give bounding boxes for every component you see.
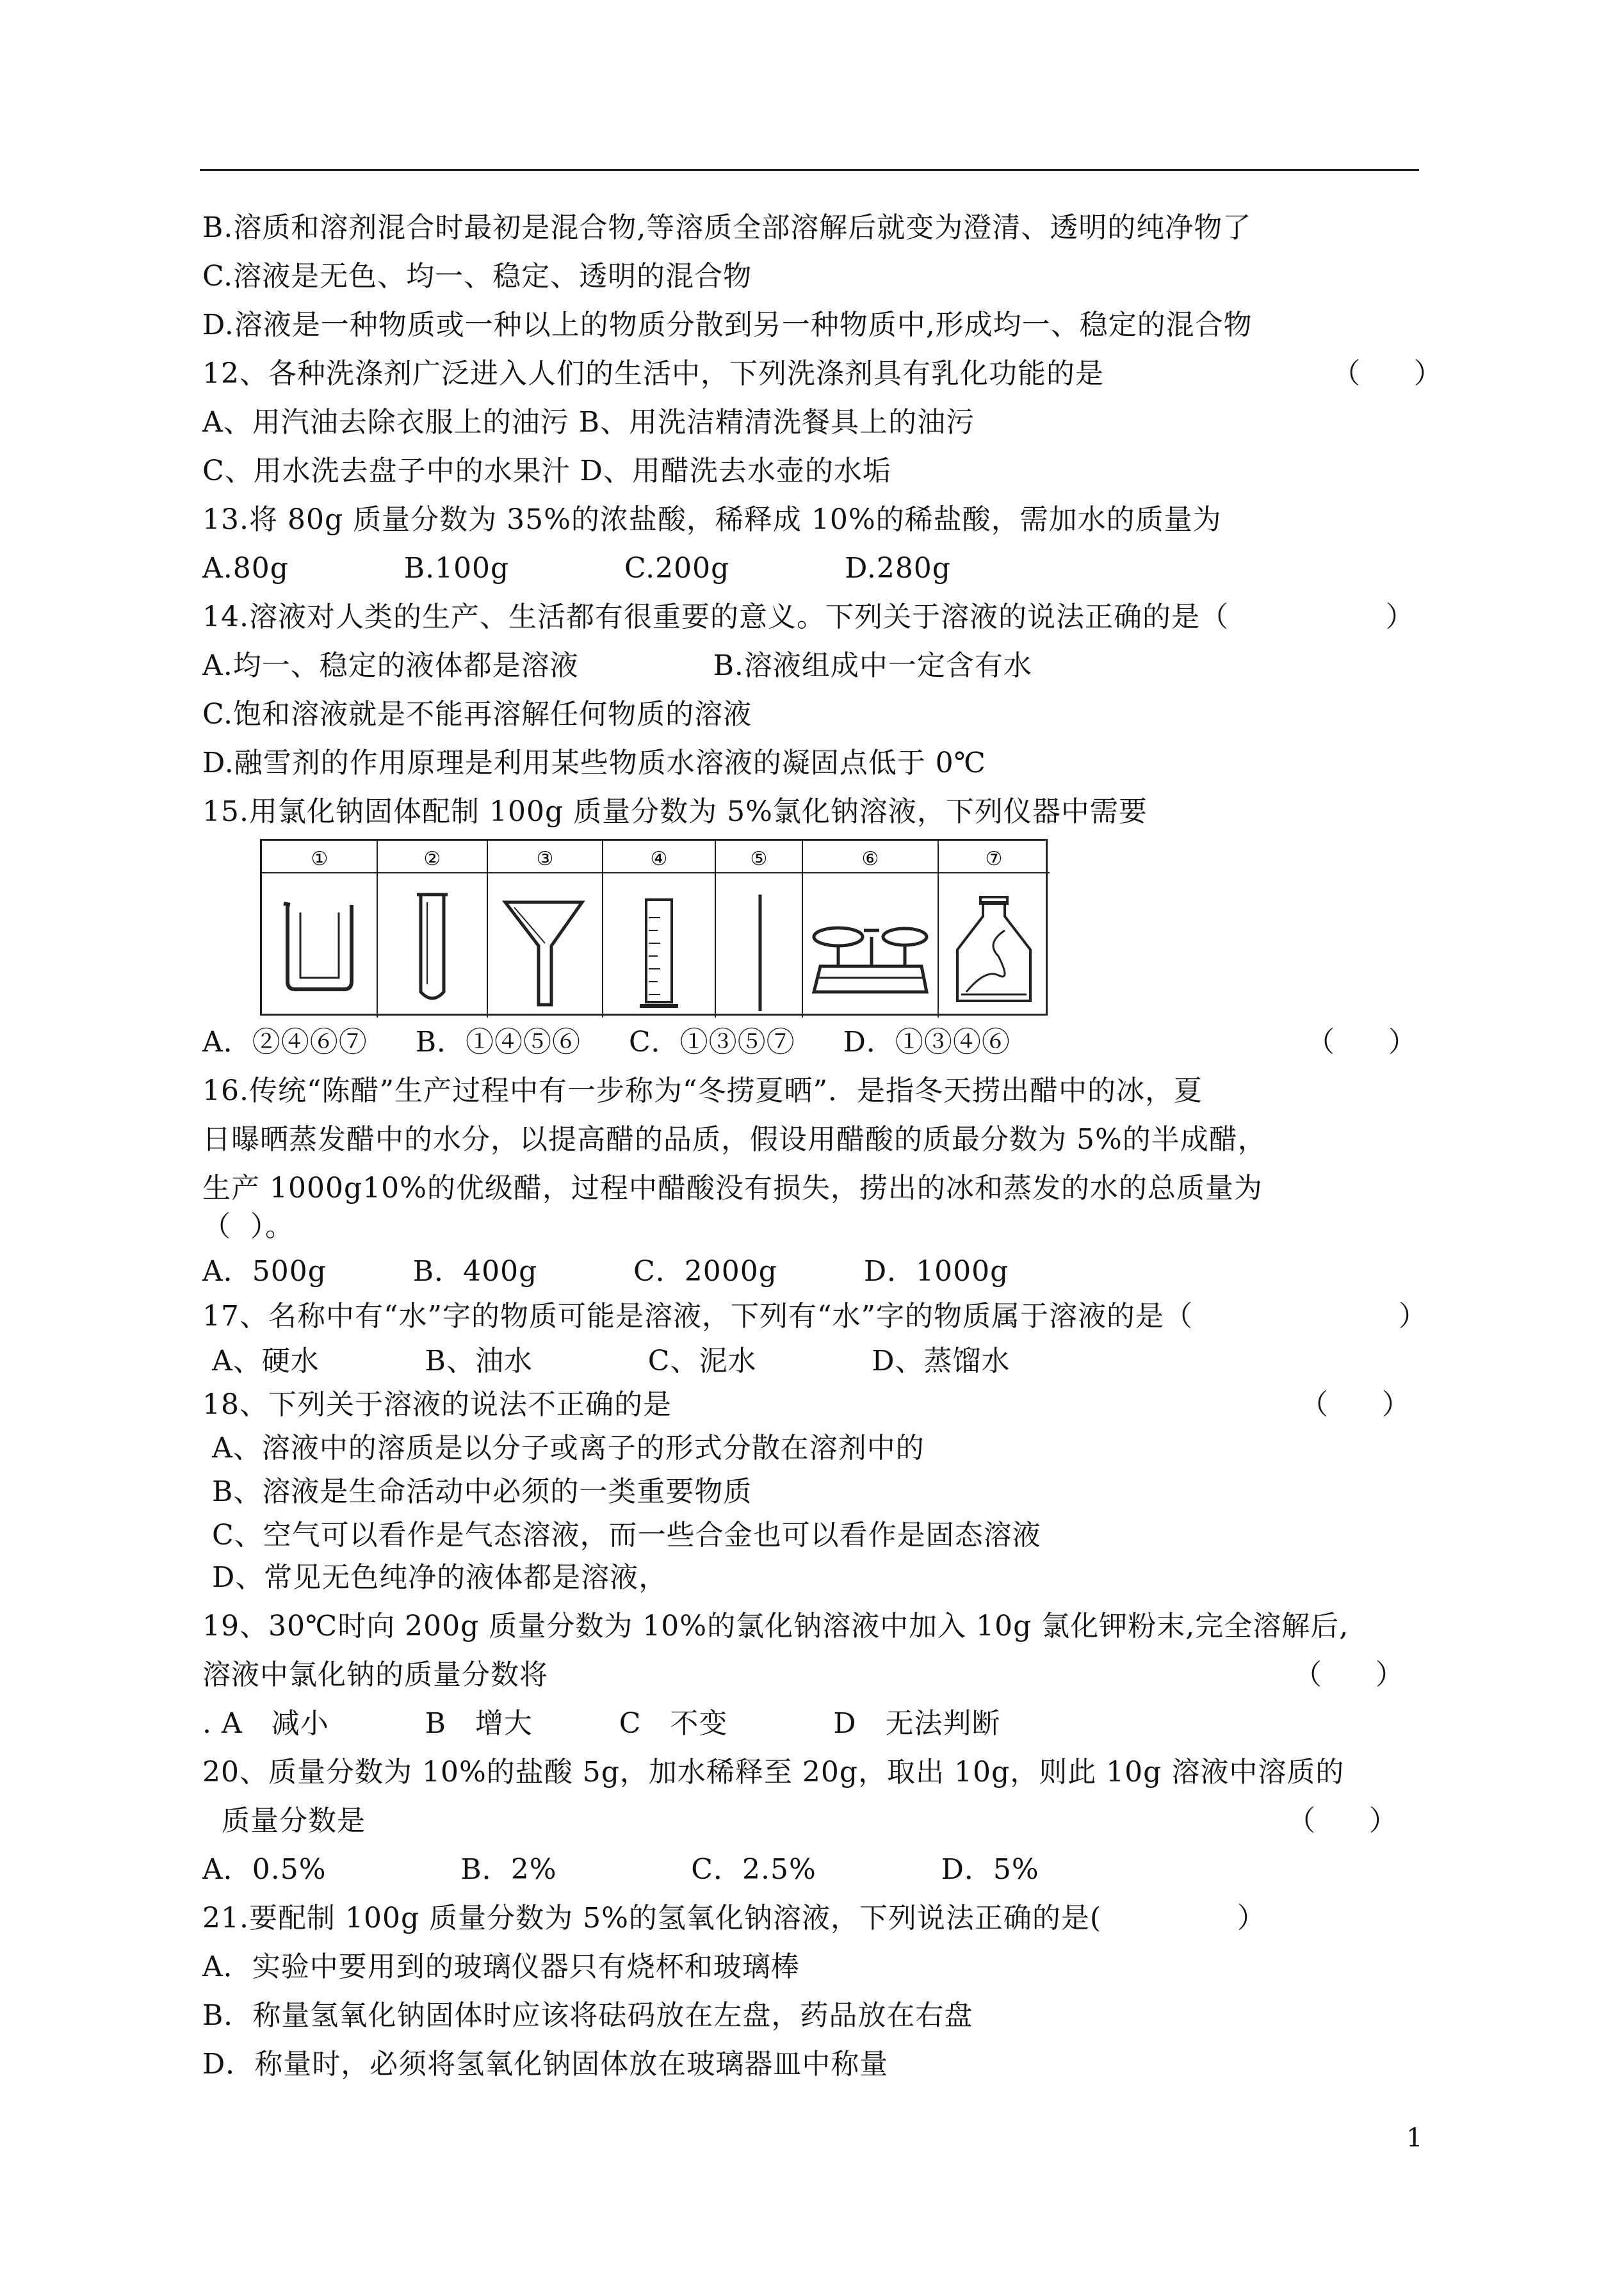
q16-stem-line1: 16.传统“陈醋”生产过程中有一步称为“冬捞夏晒”．是指冬天捞出醋中的冰，夏 bbox=[202, 1075, 1203, 1107]
apparatus-label-2: ② bbox=[423, 848, 441, 870]
q14-option-d: D.融雪剂的作用原理是利用某些物质水溶液的凝固点低于 0℃ bbox=[202, 747, 986, 779]
q18-option-a: A、溶液中的溶质是以分子或离子的形式分散在溶剂中的 bbox=[202, 1432, 925, 1464]
q12-options-cd: C、用水洗去盘子中的水果汁 D、用醋洗去水壶的水垢 bbox=[202, 455, 891, 487]
apparatus-label-6: ⑥ bbox=[861, 848, 879, 870]
q18-answer-paren: （ ） bbox=[1300, 1388, 1410, 1421]
q13-options: A.80g B.100g C.200g D.280g bbox=[202, 552, 951, 585]
q21-option-d: D．称量时，必须将氢氧化钠固体放在玻璃器皿中称量 bbox=[202, 2048, 889, 2080]
q18-option-d: D、常见无色纯净的液体都是溶液， bbox=[202, 1561, 668, 1594]
q19-answer-paren: （ ） bbox=[1294, 1658, 1404, 1691]
q16-stem-line3: 生产 1000g10%的优级醋，过程中醋酸没有损失，捞出的冰和蒸发的水的总质量为 bbox=[202, 1172, 1263, 1204]
q18-option-b: B、溶液是生命活动中必须的一类重要物质 bbox=[202, 1475, 752, 1508]
q14-option-c: C.饱和溶液就是不能再溶解任何物质的溶液 bbox=[202, 698, 752, 731]
apparatus-label-4: ④ bbox=[650, 848, 668, 870]
q13-stem: 13.将 80g 质量分数为 35%的浓盐酸，稀释成 10%的稀盐酸，需加水的质量为 bbox=[202, 503, 1222, 536]
q19-stem-line2: 溶液中氯化钠的质量分数将 bbox=[202, 1658, 548, 1691]
q18-option-c: C、空气可以看作是气态溶液，而一些合金也可以看作是固态溶液 bbox=[202, 1519, 1041, 1552]
q15-answer-paren: （ ） bbox=[1306, 1026, 1417, 1058]
q17-stem: 17、名称中有“水”字的物质可能是溶液，下列有“水”字的物质属于溶液的是（ bbox=[202, 1300, 1193, 1333]
q16-options: A．500g B．400g C．2000g D．1000g bbox=[202, 1255, 1009, 1288]
q20-stem-line1: 20、质量分数为 10%的盐酸 5g，加水稀释至 20g，取出 10g，则此 10g 溶液中溶质的 bbox=[202, 1756, 1345, 1788]
apparatus-label-5: ⑤ bbox=[750, 848, 768, 870]
q21-option-b: B．称量氢氧化钠固体时应该将砝码放在左盘，药品放在右盘 bbox=[202, 1999, 973, 2032]
q14-answer-paren: ） bbox=[1332, 601, 1414, 633]
q19-stem-line1: 19、30℃时向 200g 质量分数为 10%的氯化钠溶液中加入 10g 氯化钾粉末,完全溶解后, bbox=[202, 1610, 1349, 1642]
graduated-cylinder-icon bbox=[640, 900, 678, 1006]
q18-stem: 18、下列关于溶液的说法不正确的是 bbox=[202, 1388, 672, 1421]
q21-stem: 21.要配制 100g 质量分数为 5%的氢氧化钠溶液，下列说法正确的是( bbox=[202, 1902, 1102, 1934]
q15-stem: 15.用氯化钠固体配制 100g 质量分数为 5%氯化钠溶液，下列仪器中需要 bbox=[202, 795, 1148, 828]
q11-option-d: D.溶液是一种物质或一种以上的物质分散到另一种物质中,形成均一、稳定的混合物 bbox=[202, 309, 1253, 341]
beaker-icon bbox=[284, 904, 352, 989]
q20-stem-line2: 质量分数是 bbox=[202, 1804, 366, 1837]
q16-stem-line2: 日曝晒蒸发醋中的水分，以提高醋的品质，假设用醋酸的质最分数为 5%的半成醋， bbox=[202, 1123, 1267, 1156]
q15-options: A．②④⑥⑦ B．①④⑤⑥ C．①③⑤⑦ D．①③④⑥ bbox=[202, 1026, 1011, 1058]
q14-options-ab: A.均一、稳定的液体都是溶液 B.溶液组成中一定含有水 bbox=[202, 649, 1032, 682]
q17-options: A、硬水 B、油水 C、泥水 D、蒸馏水 bbox=[202, 1345, 1011, 1377]
q12-stem: 12、各种洗涤剂广泛进入人们的生活中，下列洗涤剂具有乳化功能的是 bbox=[202, 357, 1104, 390]
q11-option-c: C.溶液是无色、均一、稳定、透明的混合物 bbox=[202, 260, 752, 293]
q12-answer-paren: （ ） bbox=[1332, 357, 1442, 390]
q20-answer-paren: （ ） bbox=[1287, 1804, 1397, 1837]
reagent-bottle-icon bbox=[957, 897, 1030, 1001]
q12-options-ab: A、用汽油去除衣服上的油污 B、用洗洁精清洗餐具上的油污 bbox=[202, 406, 975, 439]
q17-answer-paren: ） bbox=[1345, 1300, 1427, 1333]
q21-option-a: A．实验中要用到的玻璃仪器只有烧杯和玻璃棒 bbox=[202, 1950, 800, 1983]
q16-answer-paren: （ ）。 bbox=[202, 1210, 294, 1243]
q21-answer-paren: ） bbox=[1165, 1902, 1265, 1934]
q14-stem: 14.溶液对人类的生产、生活都有很重要的意义。下列关于溶液的说法正确的是（ bbox=[202, 601, 1229, 633]
header-rule bbox=[200, 169, 1419, 171]
balance-scale-icon bbox=[814, 928, 927, 992]
apparatus-drawing bbox=[262, 841, 1050, 1018]
apparatus-figure bbox=[260, 839, 1048, 1016]
apparatus-label-7: ⑦ bbox=[985, 848, 1003, 870]
test-tube-icon bbox=[417, 895, 448, 998]
apparatus-label-3: ③ bbox=[536, 848, 554, 870]
funnel-icon bbox=[505, 902, 582, 1005]
page-number: 1 bbox=[1406, 2123, 1423, 2153]
q11-option-b: B.溶质和溶剂混合时最初是混合物,等溶质全部溶解后就变为澄清、透明的纯净物了 bbox=[202, 211, 1252, 244]
apparatus-label-1: ① bbox=[311, 848, 329, 870]
q20-options: A．0.5% B．2% C．2.5% D．5% bbox=[202, 1853, 1039, 1886]
q19-options: . A 减小 B 增大 C 不变 D 无法判断 bbox=[202, 1707, 1001, 1740]
